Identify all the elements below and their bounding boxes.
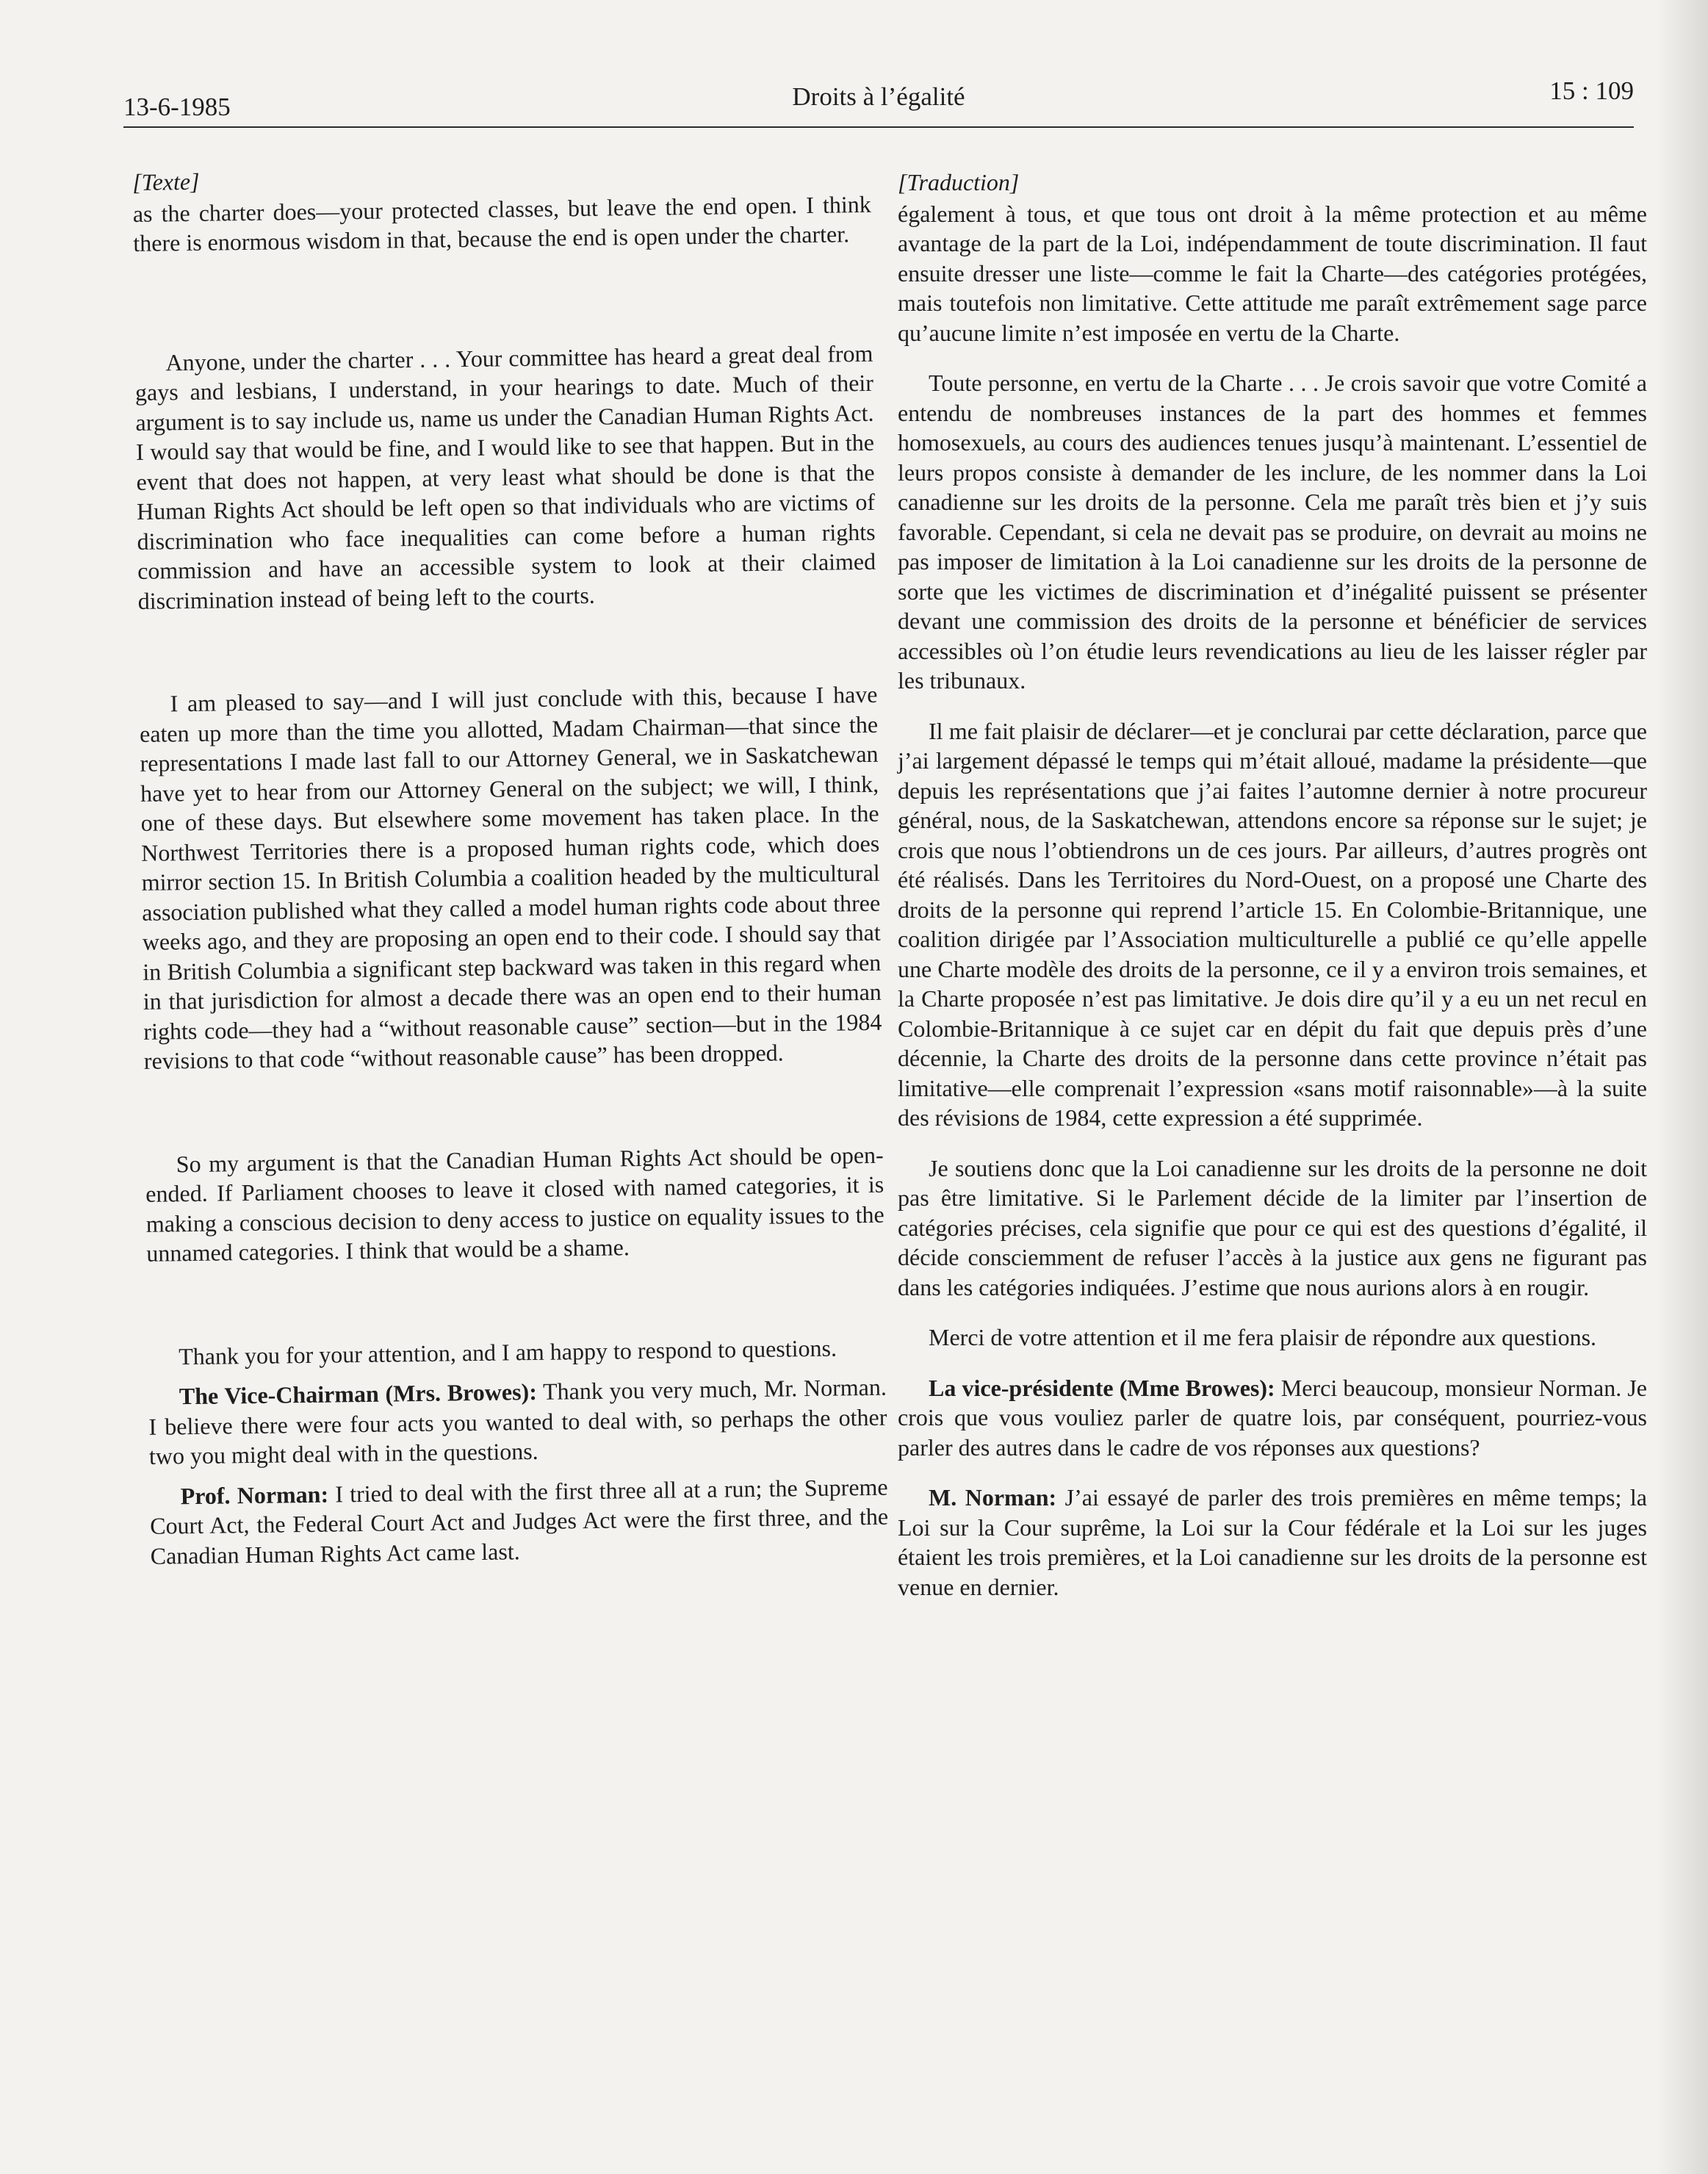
paragraph: Toute personne, en vertu de la Charte . . . Je crois savoir que votre Comité a entendu de nombreuses instances de la part des hommes et femmes homosexuels, au cours des audiences tenues jusqu’à maintenant. L’essentiel de leurs propos consiste à demander de les inclure, de les nommer dans la Loi canadienne sur les droits de la personne. Cela me paraît très bien et j’y suis favorable. Cependant, si cela ne devait pas se produire, on devrait au moins ne pas imposer de limitation à la Loi canadienne sur les droits de la personne de sorte que les victimes de discrimination et d’inégalité puissent se présenter devant une commission des droits de la personne et bénéficier de services accessibles où l’on étudie leurs revendications au lieu de les laisser régler par les tribunaux. xyxy=(898,370,1647,694)
paragraph: Il me fait plaisir de déclarer—et je conclurai par cette déclaration, parce que j’ai largement dépassé le temps qui m’était alloué, madame la présidente—que depuis les représentations que j’ai faites l’automne dernier à notre procureur général, nous, de la Saskatchewan, attendons encore sa réponse sur le sujet; je crois que nous l’obtiendrons un de ces jours. Par ailleurs, d’autres progrès ont été réalisés. Dans les Territoires du Nord-Ouest, on a proposé une Charte des droits de la personne qui reprend l’article 15. En Colombie-Britannique, une coalition dirigée par l’Association multiculturelle a publié ce qu’elle appelle une Charte modèle des droits de la personne, ce il y a environ trois semaines, et la Charte proposée n’est pas limitative. Je dois dire qu’il y a eu un net recul en Colombie-Britannique à ce sujet car en dépit du fait que depuis près d’une décennie, la Charte des droits de la personne dans cette province n’était pas limitative—elle comprenait l’expression «sans motif raisonnable»—à la suite des révisions de 1984, cette expression a été supprimée. xyxy=(898,717,1647,1131)
french-column xyxy=(898,168,1647,1602)
header-page-number: 15 : 109 xyxy=(1549,76,1634,105)
paragraph: Anyone, under the charter . . . Your committee has heard a great deal from gays and lesbians, I understand, in your hearings to date. Much of their argument is to say include us, name us under the Canadian Human Rights Act. I would say that would be fine, and I would like to see that happen. But in the event that does not happen, at very least what should be done is that the Human Rights Act should be left open so that individuals who are victims of discrimination who face inequalities can come before a human rights commission and have an accessible system to look at their claimed discrimination instead of being left to the courts. xyxy=(134,339,876,614)
header-title: Droits à l’égalité xyxy=(792,82,965,111)
speech-text: J’ai essayé de parler des trois premières en même temps; la Loi sur la Cour suprême, la Loi sur la Cour fédérale et la Loi sur les juges étaient les trois premières, et la Loi canadienne sur les droits de la personne est venue en dernier. xyxy=(898,1484,1648,1600)
speaker-name: The Vice-Chairman (Mrs. Browes): xyxy=(179,1378,538,1410)
paragraph: So my argument is that the Canadian Human Rights Act should be open-ended. If Parliament chooses to leave it closed with named categories, it is making a conscious decision to deny access to justice on equality issues to the unnamed categories. I think that would be a shame. xyxy=(145,1141,884,1267)
speech-text: Thank you very much, Mr. Norman. I believe there were four acts you wanted to deal with, so perhaps the other two you might deal with in the questions. xyxy=(148,1373,887,1469)
paragraph: Thank you for your attention, and I am happy to respond to questions. xyxy=(178,1334,837,1369)
text-label: [Texte] xyxy=(132,168,200,195)
speaker-paragraph xyxy=(149,1472,889,1571)
translation-label: [Traduction] xyxy=(898,169,1020,195)
page-edge-shadow xyxy=(1657,0,1708,2174)
paragraph: I am pleased to say—and I will just conclude with this, because I have eaten up more than the time you allotted, Madam Chairman—that since the representations I made last fall to our Attorney General, we in Saskatchewan have yet to hear from our Attorney General on the subject; we will, I think, one of these days. But elsewhere some movement has taken place. In the Northwest Territories there is a proposed human rights code, which does mirror section 15. In British Columbia a coalition headed by the multicultural association published what they called a model human rights code about three weeks ago, and they are proposing an open end to their code. I should say that in British Columbia a significant step backward was taken in this regard when in that jurisdiction for almost a decade there was an open end to their human rights code—they had a “without reasonable cause” section—but in the 1984 revisions to that code “without reasonable cause” has been dropped. xyxy=(139,680,882,1074)
paragraph: Je soutiens donc que la Loi canadienne sur les droits de la personne ne doit pas être limitative. Si le Parlement décide de la limiter par l’insertion de catégories précises, cela signifie que pour ce qui est des questions d’égalité, il décide consciemment de refuser l’accès à la justice aux gens ne figurant pas dans les catégories indiquées. J’estime que nous aurions alors à en rougir. xyxy=(898,1154,1647,1300)
speaker-paragraph xyxy=(898,1483,1647,1602)
speaker-paragraph xyxy=(898,1373,1647,1463)
speech-text: I tried to deal with the first three all at a run; the Supreme Court Act, the Federal Court Act and Judges Act were the first three, and the Canadian Human Rights Act came last. xyxy=(149,1473,889,1569)
speaker-name: Prof. Norman: xyxy=(180,1480,329,1509)
english-column xyxy=(132,158,889,1571)
speaker-name: M. Norman: xyxy=(929,1484,1057,1511)
paragraph: as the charter does—your protected classes, but leave the end open. I think there is enormous wisdom in that, because the end is open under the charter. xyxy=(132,190,871,256)
speech-text: Merci beaucoup, monsieur Norman. Je crois que vous vouliez parler de quatre lois, par conséquent, pourriez-vous parler des autres dans le cadre de vos réponses aux questions? xyxy=(898,1374,1648,1461)
page-header xyxy=(123,76,1634,128)
paragraph: Merci de votre attention et il me fera plaisir de répondre aux questions. xyxy=(929,1324,1597,1350)
header-date: 13-6-1985 xyxy=(123,93,231,121)
speaker-paragraph xyxy=(148,1372,888,1472)
paragraph: également à tous, et que tous ont droit à la même protection et au même avantage de la part de la Loi, indépendamment de toute discrimination. Il faut ensuite dresser une liste—comme le fait la Charte—des catégories protégées, mais toutefois non limitative. Cette attitude me paraît extrêmement sage parce qu’aucune limite n’est imposée en vertu de la Charte. xyxy=(898,200,1647,346)
speaker-name: La vice-présidente (Mme Browes): xyxy=(929,1374,1275,1401)
header-rule xyxy=(123,126,1634,128)
